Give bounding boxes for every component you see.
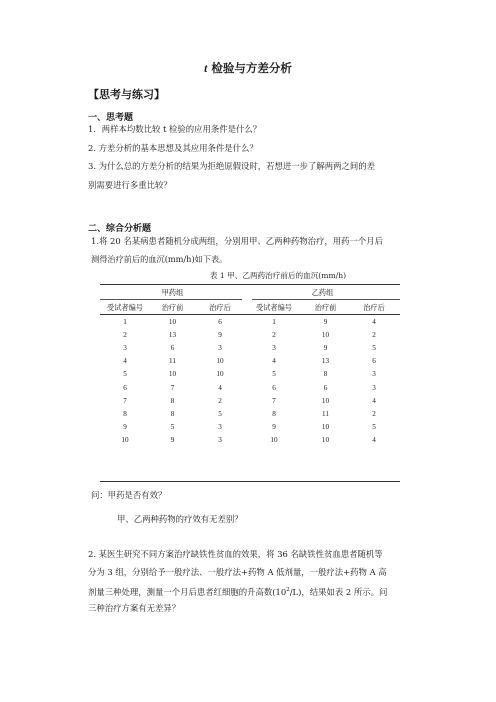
table-cell: 5 — [170, 423, 175, 432]
table-row — [100, 355, 400, 368]
table-row — [100, 315, 400, 328]
table-cell: 5 — [272, 370, 276, 379]
question-3-line-1: 3. 为什么总的方差分析的结果为拒绝原假设时，若想进一步了解两两之间的差 — [88, 161, 376, 171]
table-cell: 9 — [323, 317, 328, 326]
table-cell: 10 — [216, 370, 224, 379]
table-cell: 8 — [272, 409, 276, 418]
table-cell: 10 — [168, 317, 177, 326]
table-cell: 3 — [372, 370, 376, 379]
table-cell: 9 — [218, 330, 222, 339]
question-3-line-2: 别需要进行多重比较？ — [88, 180, 172, 190]
table-cell: 10 — [168, 370, 177, 379]
table-group-row — [100, 285, 400, 301]
table-cell: 3 — [218, 436, 222, 445]
blood-sediment-table — [100, 285, 400, 447]
table-cell: 8 — [123, 409, 127, 418]
table-cell: 6 — [323, 383, 328, 392]
table-row — [100, 341, 400, 354]
table-cell: 10 — [321, 330, 330, 339]
table-header-row — [100, 301, 400, 315]
table-cell: 8 — [323, 370, 328, 379]
table-cell: 11 — [169, 357, 176, 366]
group-b-label: 乙药组 — [311, 289, 334, 297]
table-cell: 13 — [321, 357, 330, 366]
table-cell: 4 — [372, 317, 376, 326]
table-cell: 3 — [218, 423, 222, 432]
table-cell: 6 — [272, 383, 276, 392]
table-row — [100, 328, 400, 341]
table-cell: 5 — [372, 343, 376, 352]
group-a-label: 甲药组 — [161, 289, 184, 297]
table-cell: 3 — [372, 383, 376, 392]
analysis-q2-line-1: 2. 某医生研究不同方案治疗缺铁性贫血的效果，将 36 名缺铁性贫血患者随机等 — [88, 549, 383, 559]
ask-drug-a-effective: 问：甲药是否有效？ — [91, 490, 167, 500]
header-cell: 治疗前 — [314, 304, 337, 312]
table-cell: 10 — [321, 436, 330, 445]
table-cell: 4 — [372, 436, 376, 445]
table-cell: 6 — [123, 383, 127, 392]
table-cell: 6 — [170, 343, 175, 352]
section-1-title: 一、思考题 — [88, 113, 134, 123]
section-2-title: 二、综合分析题 — [88, 224, 152, 234]
table-body — [100, 315, 400, 447]
exponent: 2 — [286, 587, 290, 593]
table-cell: 2 — [218, 396, 222, 405]
table-cell: 3 — [272, 343, 276, 352]
table-cell: 10 — [121, 436, 129, 445]
title-text: 检验与方差分析 — [207, 61, 292, 75]
analysis-q2-line-3-post: /L)，结果如表 2 所示。问 — [289, 586, 388, 597]
ask-drug-difference: 甲、乙两种药物的疗效有无差别？ — [117, 514, 243, 524]
table-cell: 4 — [123, 357, 127, 366]
table-cell: 6 — [218, 317, 222, 326]
table-cell: 7 — [170, 383, 175, 392]
table-cell: 4 — [272, 357, 276, 366]
table-row — [100, 421, 400, 434]
table-row — [100, 407, 400, 420]
page-title — [0, 60, 496, 76]
question-1: 1．两样本均数比较 t 检验的应用条件是什么？ — [88, 124, 262, 134]
exercise-heading: 【思考与练习】 — [88, 88, 165, 101]
table-cell: 9 — [323, 343, 328, 352]
table-row — [100, 381, 400, 394]
table-row — [100, 434, 400, 447]
question-2: 2. 方差分析的基本思想及其应用条件是什么？ — [88, 143, 258, 153]
table-cell: 7 — [272, 396, 276, 405]
header-cell: 受试者编号 — [256, 304, 292, 312]
table-cell: 4 — [218, 383, 222, 392]
analysis-q1-line-2: 测得治疗前后的血沉(mm/h)如下表。 — [91, 254, 228, 264]
table-cell: 9 — [170, 436, 175, 445]
table-cell: 9 — [123, 423, 127, 432]
table-cell: 1 — [123, 317, 127, 326]
analysis-q2-line-3 — [88, 582, 387, 600]
table-cell: 8 — [170, 409, 175, 418]
header-cell: 治疗后 — [363, 304, 385, 312]
table-cell: 2 — [123, 330, 127, 339]
table-cell: 3 — [123, 343, 127, 352]
table-cell: 2 — [372, 330, 376, 339]
header-cell: 受试者编号 — [107, 304, 143, 312]
table-bottom-rule — [100, 481, 400, 482]
table-cell: 8 — [170, 396, 175, 405]
table-cell: 1 — [272, 317, 276, 326]
table-cell: 5 — [123, 370, 127, 379]
table-cell: 10 — [270, 436, 278, 445]
table-cell: 6 — [372, 357, 376, 366]
table-caption: 表 1 甲、乙两药治疗前后的血沉(mm/h) — [209, 271, 347, 280]
title-t-symbol: t — [204, 63, 208, 75]
table-cell: 5 — [218, 409, 222, 418]
analysis-q2-line-2: 分为 3 组，分别给予一般疗法、一般疗法+药物 A 低剂量，一般疗法+药物 A 高 — [88, 567, 387, 577]
table-row — [100, 368, 400, 381]
table-cell: 2 — [272, 330, 276, 339]
table-cell: 5 — [372, 423, 376, 432]
table-cell: 7 — [123, 396, 127, 405]
header-cell: 治疗前 — [161, 304, 184, 312]
analysis-q2-line-4: 三种治疗方案有无差异？ — [88, 603, 181, 613]
table-cell: 10 — [321, 396, 330, 405]
table-cell: 4 — [372, 396, 376, 405]
table-row — [100, 394, 400, 407]
analysis-q1-line-1: 1.将 20 名某病患者随机分成两组，分别用甲、乙两种药物治疗，用药一个月后 — [91, 236, 383, 246]
table-cell: 9 — [272, 423, 276, 432]
header-cell: 治疗后 — [209, 304, 231, 312]
table-cell: 11 — [322, 409, 329, 418]
table-cell: 13 — [168, 330, 177, 339]
table-cell: 2 — [372, 409, 376, 418]
table-cell: 10 — [216, 357, 224, 366]
analysis-q2-line-3-pre: 剂量三种处理，测量一个月后患者红细胞的升高数(10 — [88, 586, 287, 597]
table-cell: 3 — [218, 343, 222, 352]
table-cell: 10 — [321, 423, 330, 432]
